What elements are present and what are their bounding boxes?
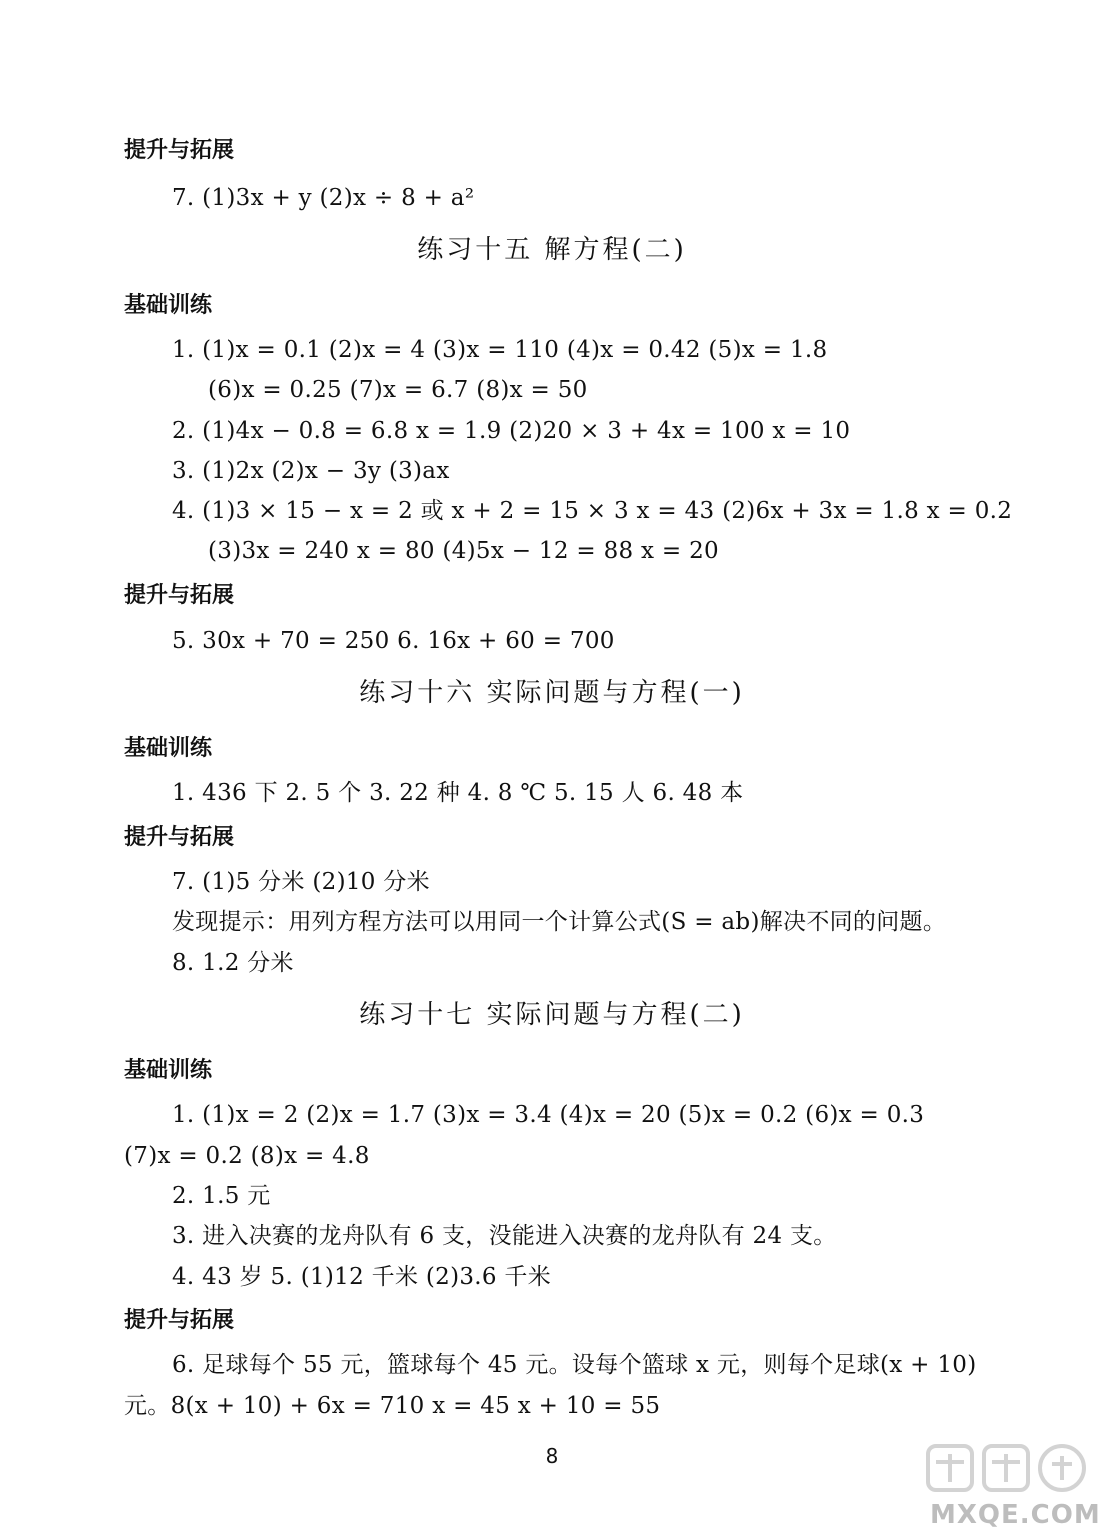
answer-line: 1. (1)x = 2 (2)x = 1.7 (3)x = 3.4 (4)x = 20 (5)x = 0.2 (6)x = 0.3 [172, 1102, 925, 1128]
answer-line: 3. 进入决赛的龙舟队有 6 支，没能进入决赛的龙舟队有 24 支。 [172, 1223, 837, 1249]
discovery-hint: 发现提示：用列方程方法可以用同一个计算公式(S = ab)解决不同的问题。 [172, 909, 947, 935]
section-heading-extension: 提升与拓展 [124, 138, 235, 163]
answer-line: (7)x = 0.2 (8)x = 4.8 [124, 1143, 370, 1169]
answer-line: 6. 足球每个 55 元，篮球每个 45 元。设每个篮球 x 元，则每个足球(x + 10) [172, 1352, 977, 1378]
answer-line: 8. 1.2 分米 [172, 950, 294, 976]
section-heading-extension: 提升与拓展 [124, 583, 235, 608]
section-heading-basic: 基础训练 [124, 736, 213, 761]
watermark-text: MXQE.COM [930, 1500, 1101, 1530]
exercise-title: 练习十七 实际问题与方程(二) [359, 1000, 745, 1030]
exercise-title: 练习十六 实际问题与方程(一) [359, 678, 745, 708]
answer-line: 4. (1)3 × 15 − x = 2 或 x + 2 = 15 × 3 x = 43 (2)6x + 3x = 1.8 x = 0.2 [172, 498, 1013, 524]
answer-line: 7. (1)3x + y (2)x ÷ 8 + a² [172, 185, 475, 211]
section-heading-extension: 提升与拓展 [124, 1308, 235, 1333]
answer-line: 7. (1)5 分米 (2)10 分米 [172, 869, 430, 895]
answer-line: (3)3x = 240 x = 80 (4)5x − 12 = 88 x = 20 [208, 538, 719, 564]
answer-line: 1. (1)x = 0.1 (2)x = 4 (3)x = 110 (4)x = 0.42 (5)x = 1.8 [172, 337, 828, 363]
answer-line: 元。8(x + 10) + 6x = 710 x = 45 x + 10 = 55 [124, 1393, 661, 1419]
answer-line: 2. 1.5 元 [172, 1183, 271, 1209]
page-number: 8 [545, 1444, 559, 1468]
section-heading-basic: 基础训练 [124, 293, 213, 318]
answer-line: (6)x = 0.25 (7)x = 6.7 (8)x = 50 [208, 377, 588, 403]
answer-line: 3. (1)2x (2)x − 3y (3)ax [172, 458, 450, 484]
section-heading-extension: 提升与拓展 [124, 825, 235, 850]
answer-line: 2. (1)4x − 0.8 = 6.8 x = 1.9 (2)20 × 3 + 4x = 100 x = 10 [172, 418, 851, 444]
section-heading-basic: 基础训练 [124, 1058, 213, 1083]
answer-line: 5. 30x + 70 = 250 6. 16x + 60 = 700 [172, 628, 615, 654]
answer-line: 4. 43 岁 5. (1)12 千米 (2)3.6 千米 [172, 1264, 552, 1290]
answer-line: 1. 436 下 2. 5 个 3. 22 种 4. 8 ℃ 5. 15 人 6. 48 本 [172, 780, 744, 806]
exercise-title: 练习十五 解方程(二) [417, 235, 687, 265]
